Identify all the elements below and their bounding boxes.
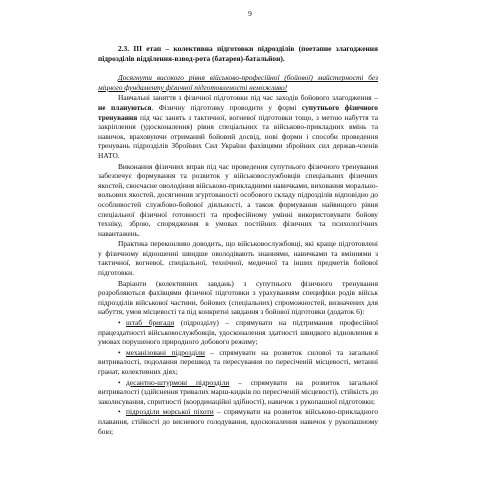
list-item [98,407,378,436]
paragraph-1-emphasis-concurrent-training: супутнього фізичного тренування [98,102,378,122]
list-item-term: десантно-штурмові підрозділи [126,377,230,387]
paragraph-1 [98,93,378,160]
list-item-term: підрозділи морської піхоти [126,407,214,417]
paragraph-1-text-c: . Фізичну підготовку проводити у формі [151,102,297,112]
section-heading: 2.3. III етап – колективна підготовки підрозділів (поетапне злагодження підрозділів відділення-взвод-рота (батарея)-батальйон). [98,44,378,63]
page-number: 9 [248,9,252,18]
bullet-icon: • [118,347,121,357]
paragraph-1-text-e: під час занять з тактичної, вогневої підготовки тощо, з метою набуття та закріплення (удосконалення) рівня спеціальних та військово-прикладних вмінь та навичок, враховуючи отриманий бойовий досвід, нові форми і способи проведення тренувань підрозділів Збройних Сил України фахівцями збройних сил держав-членів НАТО. [98,112,378,160]
list-item-term: штаб бригади [126,318,175,328]
unit-types-list [98,318,378,436]
list-item-term: механізовані підрозділи [126,347,205,357]
list-item-text: – спрямувати на розвиток загальної витривалості (здійснення тривалих марш-кидків по пересіченій місцевості), стійкість до заколисування, спритності (координаційні здібності), навичок з рукопашної підготовки; [98,377,378,406]
paragraph-1-emphasis-not-planned: не плануються [98,102,152,112]
paragraph-1-text-a: Навчальні заняття з фізичної підготовки під час заходів бойового злагодження – [118,93,378,103]
list-item-text: (підрозділу) – спрямувати на підтримання професійної працездатності військовослужбовців, удосконалення здатності швидкого відновлення в умовах порушеного природного добового режиму; [98,318,379,347]
list-item [98,378,378,407]
bullet-icon: • [118,318,121,328]
list-item [98,318,378,347]
epigraph: Досягнути високого рівня військово-професійної (бойової) майстерності без міцного фундаменту фізичної підготовленості неможливо! [98,73,378,92]
list-item [98,348,378,377]
list-item-text: – спрямувати на розвиток військово-прикладного плавання, стійкості до висневого голодування, вдосконалення навичок у рукопашному бою; [98,407,379,436]
paragraph-2: Виконання фізичних вправ під час проведення супутнього фізичного тренування забезпечує формування та розвиток у військовослужбовців спеціальних фізичних якостей, своєчасне оволодіння військово-прикладними навичками, виховання морально-вольових якостей, досягнення згуртованості особового складу підрозділів відповідно до особливостей службово-бойової діяльності, а також формування найвищого рівня спеціальної фізичної готовності та професійному умінні використовувати бойову техніку, зброю, спорядження в умовах постійних фізичних та психологічних навантажень. [98,161,378,238]
bullet-icon: • [118,407,121,417]
list-item-text: – спрямувати на розвиток силової та загальної витривалості, подолання перешкод та пересування по пересіченій місцевості, метанні гранат, колективних діях; [98,347,378,376]
paragraph-4: Варіанти (колективних завдань) з супутнього фізичного тренування розробляються фахівцями фізичної підготовки з урахуванням специфіки родів військ підрозділів військової частини, бойових (спеціальних) спроможностей, визначених для набуття, умов місцевості та під конкретні завдання з бойової підготовки (додаток 6): [98,278,378,317]
paragraph-3: Практика переконливо доводить, що військовослужбовці, які краще підготовлені у фізичному відношенні швидше оволодівають знаннями, навичками та вміннями з тактичної, вогневої, спеціальної, технічної, медичної та інших предметів бойової підготовки. [98,239,378,278]
bullet-icon: • [118,377,121,387]
page-content [98,44,378,437]
